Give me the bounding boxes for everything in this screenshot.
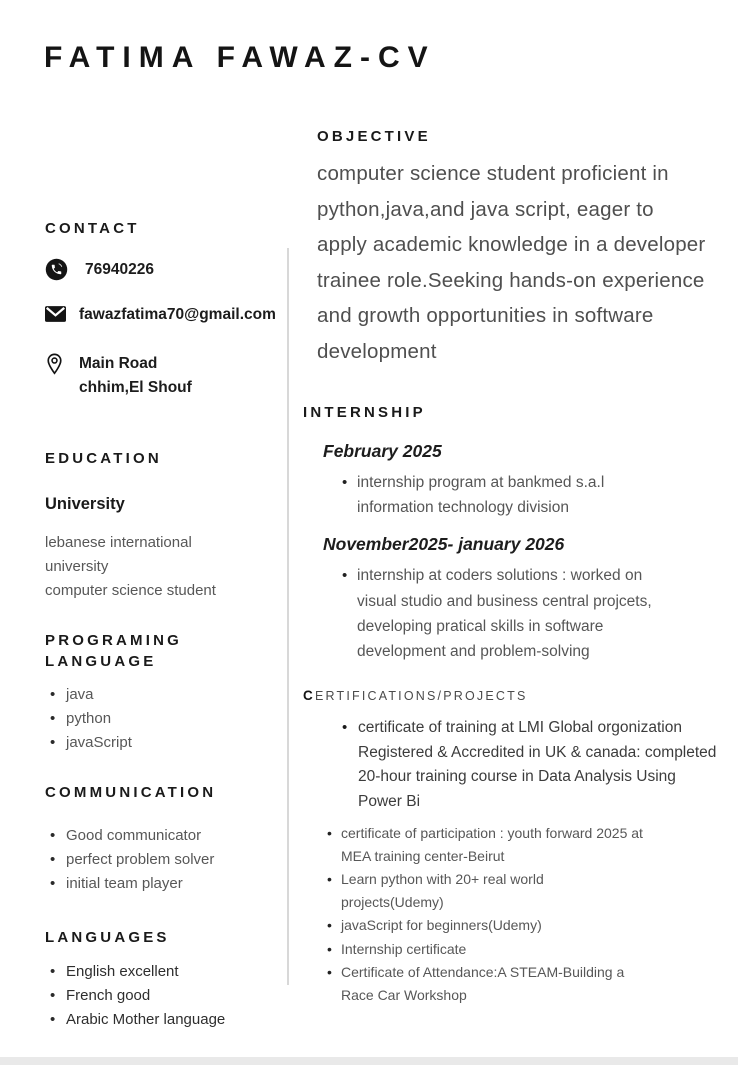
contact-address-row [45,352,280,399]
internship-section [303,402,728,664]
education-detail-line: computer science student [45,582,216,599]
contact-phone-row [45,258,280,282]
list-item: • javaScript [45,731,280,755]
page-bottom-edge [0,1057,738,1065]
internship-period: November2025- january 2026 [323,534,565,555]
internship-entry-list [303,563,728,664]
objective-section [317,126,728,369]
page-title: FATIMA FAWAZ-CV [44,41,436,74]
address-line-1: Main Road [79,355,158,372]
certifications-heading-initial: C [303,688,315,704]
list-item: • Learn python with 20+ real world projects(Udemy) [341,868,647,914]
contact-section [45,218,280,399]
list-item: • perfect problem solver [45,848,280,872]
certifications-section [303,688,728,1007]
left-column [45,218,280,1032]
education-details [45,531,257,603]
languages-heading: LANGUAGES [45,929,170,946]
address-text [79,352,192,399]
location-icon [45,352,79,377]
objective-text: computer science student proficient in python,java,and java script, eager to apply academic knowledge in a developer trainee role.Seeking hands-on experience and growth opportunities in software development [317,162,706,363]
communication-heading: COMMUNICATION [45,784,217,801]
education-institution: University [45,495,125,513]
phone-icon [45,258,79,281]
certification-list [303,822,728,1008]
languages-section [45,927,280,1032]
programming-section [45,630,280,755]
communication-section [45,782,280,896]
contact-email-row [45,303,280,327]
programming-heading: PROGRAMING LANGUAGE [45,632,182,670]
education-section [45,448,280,603]
certifications-heading [303,688,728,704]
right-column [303,126,728,1007]
address-line-2: chhim,El Shouf [79,378,192,396]
email-address: fawazfatima70@gmail.com [79,305,276,323]
internship-period: February 2025 [323,441,442,461]
programming-list [45,683,280,755]
internship-heading: INTERNSHIP [303,404,426,421]
certification-primary-list [303,716,728,814]
list-item: • Arabic Mother language [45,1008,280,1032]
languages-list [45,960,280,1032]
email-icon [45,306,79,322]
phone-number: 76940226 [85,261,154,278]
objective-heading: OBJECTIVE [317,128,431,145]
certifications-heading-rest: ERTIFICATIONS/PROJECTS [314,689,528,704]
education-heading: EDUCATION [45,450,162,467]
list-item: • python [45,707,280,731]
education-detail-line: lebanese international university [45,534,192,575]
contact-heading: CONTACT [45,220,140,237]
internship-entry-list [303,470,728,520]
list-item: • internship at coders solutions : worked on visual studio and business central projcets, developing pratical skills in software development and problem-solving [357,563,673,664]
list-item: • certificate of training at LMI Global orgonization Registered & Accredited in UK & canada: completed 20-hour training course in Data Analysis Using Power Bi [358,716,720,814]
communication-list [45,824,280,896]
column-divider [287,248,289,985]
list-item: • Good communicator [45,824,280,848]
list-item: • Certificate of Attendance:A STEAM-Building a Race Car Workshop [341,961,647,1007]
list-item: • javaScript for beginners(Udemy) [341,914,647,937]
list-item: • English excellent [45,960,280,984]
list-item: • java [45,683,280,707]
list-item: • initial team player [45,872,280,896]
list-item: • French good [45,984,280,1008]
list-item: • Internship certificate [341,938,647,961]
list-item: • certificate of participation : youth forward 2025 at MEA training center-Beirut [341,822,647,868]
list-item: • internship program at bankmed s.a.l information technology division [357,470,673,520]
